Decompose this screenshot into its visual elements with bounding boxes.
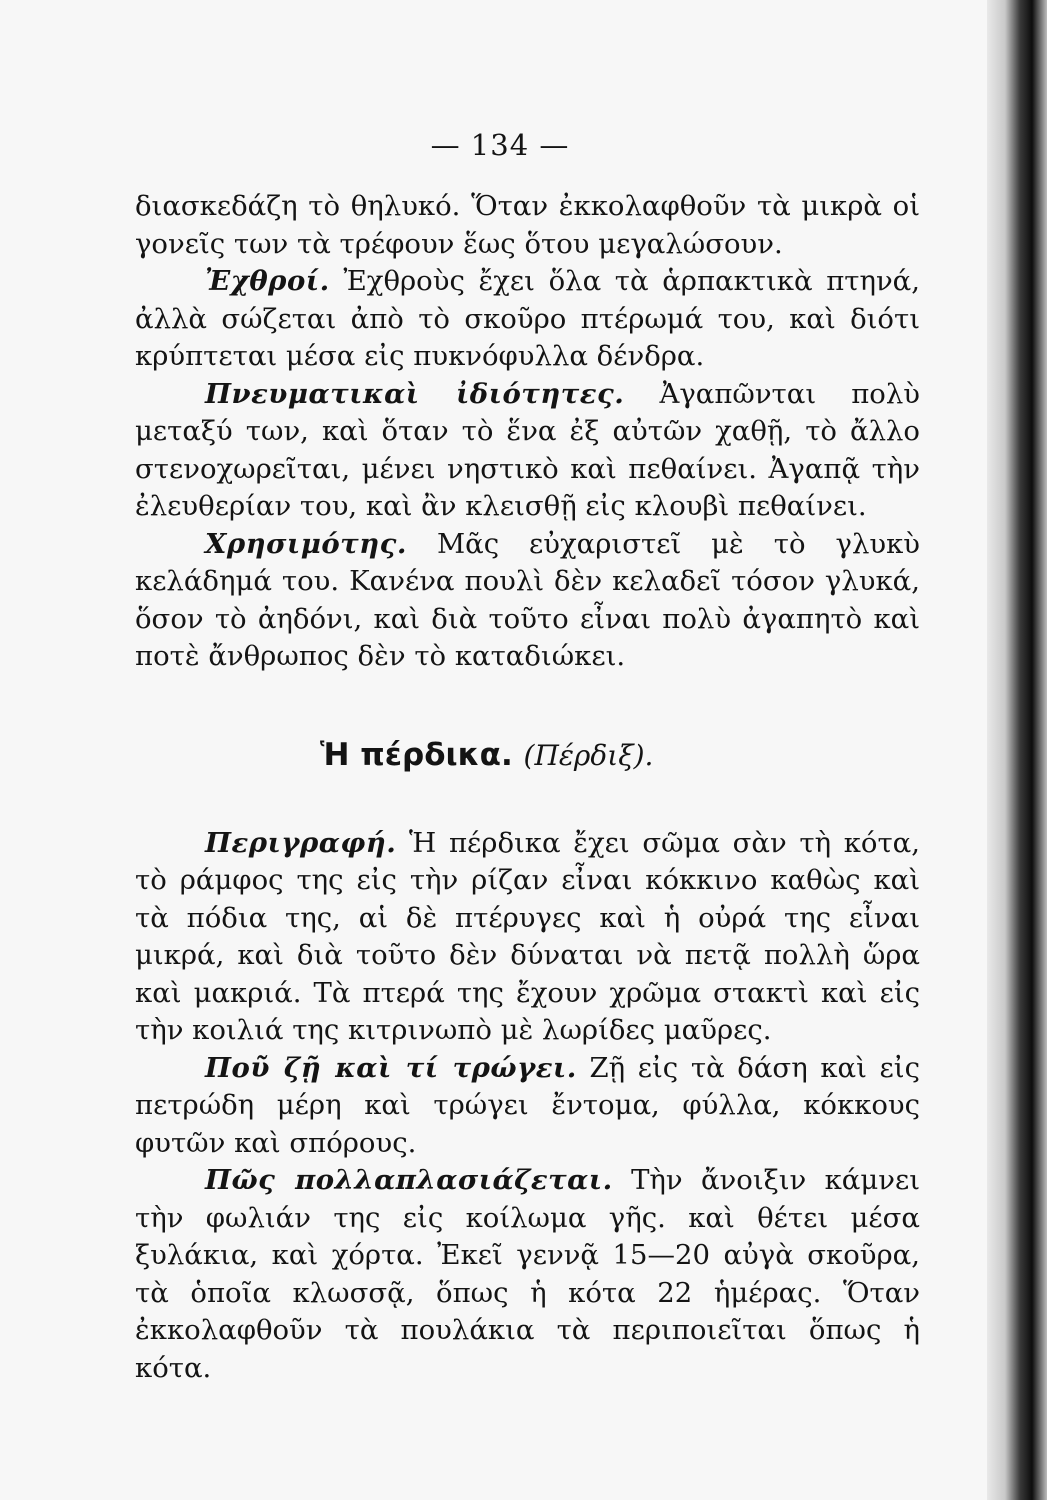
paragraph-text: Ἀγαπῶνται πολὺ μεταξύ των, καὶ ὅταν τὸ ἕνα ἐξ αὐτῶν χαθῇ, τὸ ἄλλο στενοχωρεῖται, μένει νηστικὸ καὶ πεθαίνει. Ἀγαπᾷ τὴν ἐλευθερίαν του, καὶ ἂν κλεισθῇ εἰς κλουβὶ πεθαίνει. [135,377,920,522]
paragraph-text: Ἡ πέρδικα ἔχει σῶμα σὰν τὴ κότα, τὸ ράμφος της εἰς τὴν ρίζαν εἶναι κόκκινο καθὼς καὶ τὰ πόδια της, αἱ δὲ πτέρυγες καὶ ἡ οὐρά της εἶναι μικρά, καὶ διὰ τοῦτο δὲν δύναται νὰ πετᾷ πολλὴ ὥρα καὶ μακριά. Τὰ πτερά της ἔχουν χρῶμα στακτὶ καὶ εἰς τὴν κοιλιά της κιτρινωπὸ μὲ λωρίδες μαῦρες. [135,826,920,1046]
paragraph-text: Μᾶς εὐχαριστεῖ μὲ τὸ γλυκὺ κελάδημά του. Κανένα πουλὶ δὲν κελαδεῖ τόσον γλυκά, ὅσον τὸ ἀηδόνι, καὶ διὰ τοῦτο εἶναι πολὺ ἀγαπητὸ καὶ ποτὲ ἄνθρωπος δὲν τὸ καταδιώκει. [135,527,920,672]
section-title [135,736,920,775]
section-title-latin: (Πέρδιξ). [523,738,654,772]
page-number: — 134 — [430,128,570,162]
paragraph-text: Τὴν ἄνοιξιν κάμνει τὴν φωλιάν της εἰς κοίλωμα γῆς. καὶ θέτει μέσα ξυλάκια, καὶ χόρτα. Ἐκεῖ γεννᾷ 15—20 αὐγὰ σκοῦρα, τὰ ὁποῖα κλωσσᾷ, ὅπως ἡ κότα 22 ἡμέρας. Ὅταν ἐκκολαφθοῦν τὰ πουλάκια τὰ περιποιεῖται ὅπως ἡ κότα. [135,1164,920,1384]
paragraph-heading: Χρησιμότης. [205,527,407,560]
page-text [135,188,920,1387]
paragraph-heading: Ἐχθροί. [205,265,330,297]
paragraph-heading: Ποῦ ζῇ καὶ τί τρώγει. [205,1051,577,1084]
paragraph-text: Ζῇ εἰς τὰ δάση καὶ εἰς πετρώδη μέρη καὶ τρώγει ἔντομα, φύλλα, κόκκους φυτῶν καὶ σπόρους. [135,1051,920,1159]
paragraph-text: διασκεδάζη τὸ θηλυκό. Ὅταν ἐκκολαφθοῦν τὰ μικρὰ οἱ γονεῖς των τὰ τρέφουν ἕως ὅτου μεγαλώσουν. [135,190,920,260]
section-title-name: Ἡ πέρδικα. [320,736,513,773]
paragraph-text: Ἐχθροὺς ἔχει ὅλα τὰ ἁρπακτικὰ πτηνά, ἀλλὰ σώζεται ἀπὸ τὸ σκοῦρο πτέρωμά του, καὶ διότι κρύπτεται μέσα εἰς πυκνόφυλλα δένδρα. [135,265,920,372]
paragraph-heading: Πνευματικαὶ ἰδιότητες. [205,377,625,410]
book-binding-edge [987,0,1047,1500]
paragraph-heading: Πῶς πολλαπλασιάζεται. [205,1164,613,1196]
paragraph-mental-traits [135,376,920,526]
paragraph-enemies [135,263,920,376]
paragraph-heading: Περιγραφή. [205,826,397,859]
paragraph-reproduction [135,1162,920,1387]
paragraph-continuation [135,188,920,263]
paragraph-description [135,825,920,1050]
paragraph-habitat [135,1050,920,1163]
paragraph-usefulness [135,526,920,676]
